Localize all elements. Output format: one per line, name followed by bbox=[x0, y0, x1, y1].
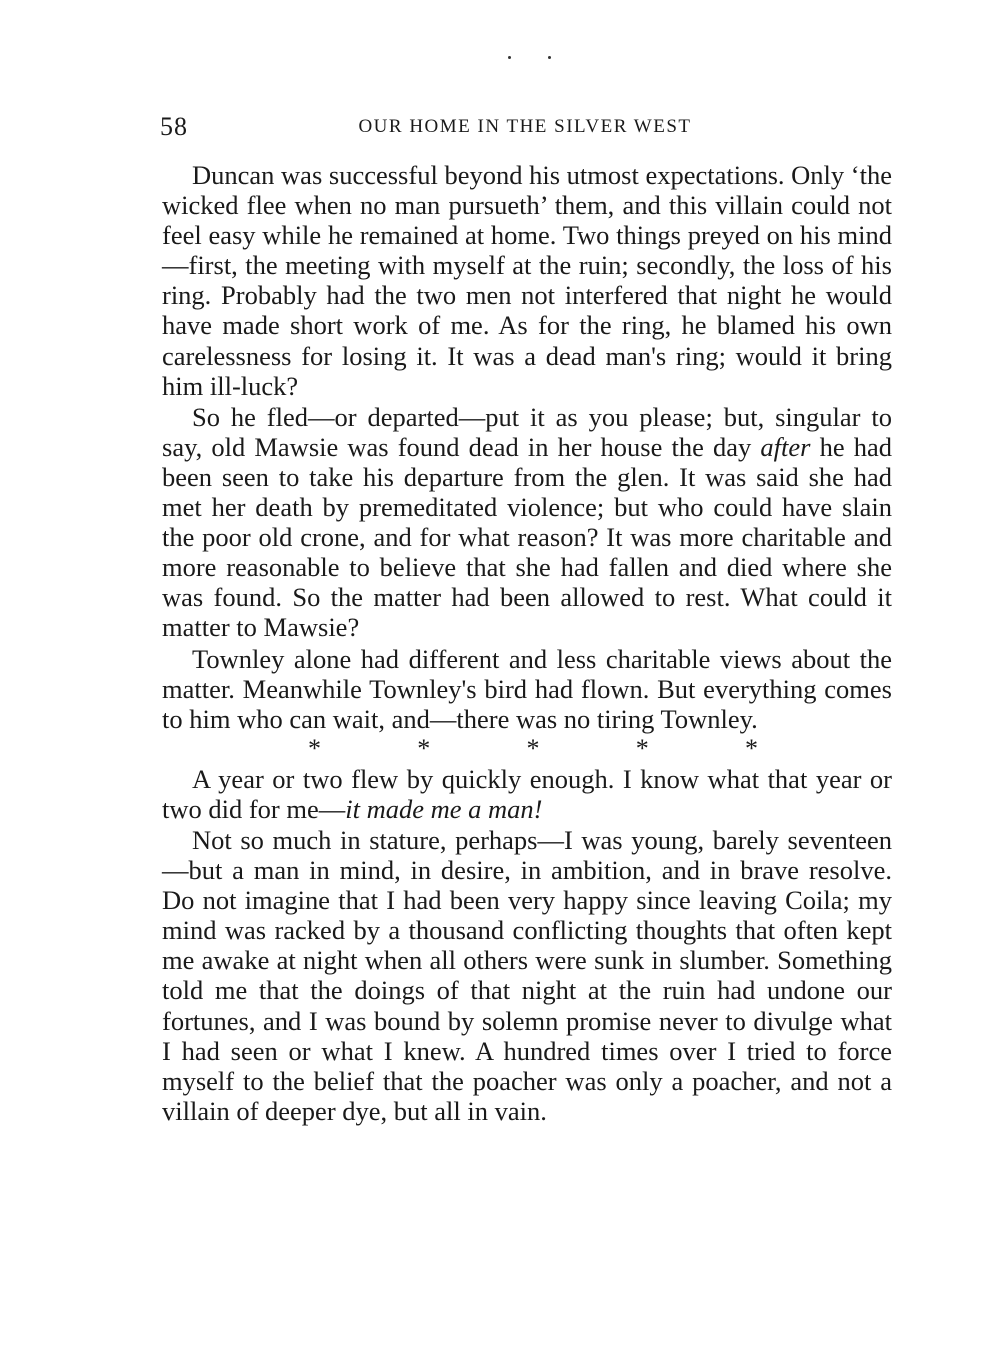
paragraph-2-emphasis: after bbox=[760, 431, 811, 462]
paragraph-5: Not so much in stature, perhaps—I was young, barely seventeen—but a man in mind, in desire, in ambition, and in brave resolve. Do not imagine that I had been very happy since leaving Coila; my mind was racked by a thousand conflicting thoughts that often kept me awake at night when all others were sunk in slumber. Something told me that the doings of that night at the ruin had undone our fortunes, and I was bound by solemn promise never to divulge what I had seen or what I knew. A hundred times over I tried to force myself to the belief that the poacher was only a poacher, and not a villain of deeper dye, but all in vain. bbox=[162, 824, 892, 1126]
paragraph-4 bbox=[162, 764, 892, 824]
printer-mark bbox=[508, 56, 554, 62]
paragraph-2-text-end: he had been seen to take his departure from the glen. It was said she had met her death by premeditated violence; but who could have slain the poor old crone, and for what reason? It was more charitable and more reasonable to believe that she had fallen and died where she was found. So the matter had been allowed to rest. What could it matter to Mawsie? bbox=[162, 431, 892, 643]
section-break bbox=[308, 733, 758, 763]
asterisk: * bbox=[635, 733, 649, 763]
paragraph-1: Duncan was successful beyond his utmost expectations. Only ‘the wicked flee when no man pursueth’ them, and this villain could not feel easy while he remained at home. Two things preyed on his mind—first, the meeting with myself at the ruin; secondly, the loss of his ring. Probably had the two men not interfered that night he would have made short work of me. As for the ring, he blamed his own carelessness for losing it. It was a dead man's ring; would it bring him ill-luck? bbox=[162, 160, 892, 401]
paragraph-4-text-start: A year or two flew by quickly enough. I know what that year or two did for me— bbox=[162, 763, 892, 824]
asterisk: * bbox=[308, 733, 321, 763]
page-number: 58 bbox=[160, 112, 188, 141]
asterisk: * bbox=[745, 733, 758, 763]
paragraph-2 bbox=[162, 402, 892, 643]
paragraph-4-emphasis: it made me a man! bbox=[345, 793, 543, 824]
asterisk: * bbox=[526, 733, 540, 763]
page-header bbox=[160, 108, 890, 144]
paragraph-3: Townley alone had different and less charitable views about the matter. Meanwhile Townley's bird had flown. But everything comes to him who can wait, and—there was no tiring Townley. bbox=[162, 643, 892, 734]
page-body bbox=[162, 160, 892, 1126]
asterisk: * bbox=[417, 733, 431, 763]
paragraph-2-text-start: So he fled—or departed—put it as you please; but, singular to say, old Mawsie was found dead in her house the day bbox=[162, 401, 892, 462]
running-title: OUR HOME IN THE SILVER WEST bbox=[358, 116, 692, 137]
